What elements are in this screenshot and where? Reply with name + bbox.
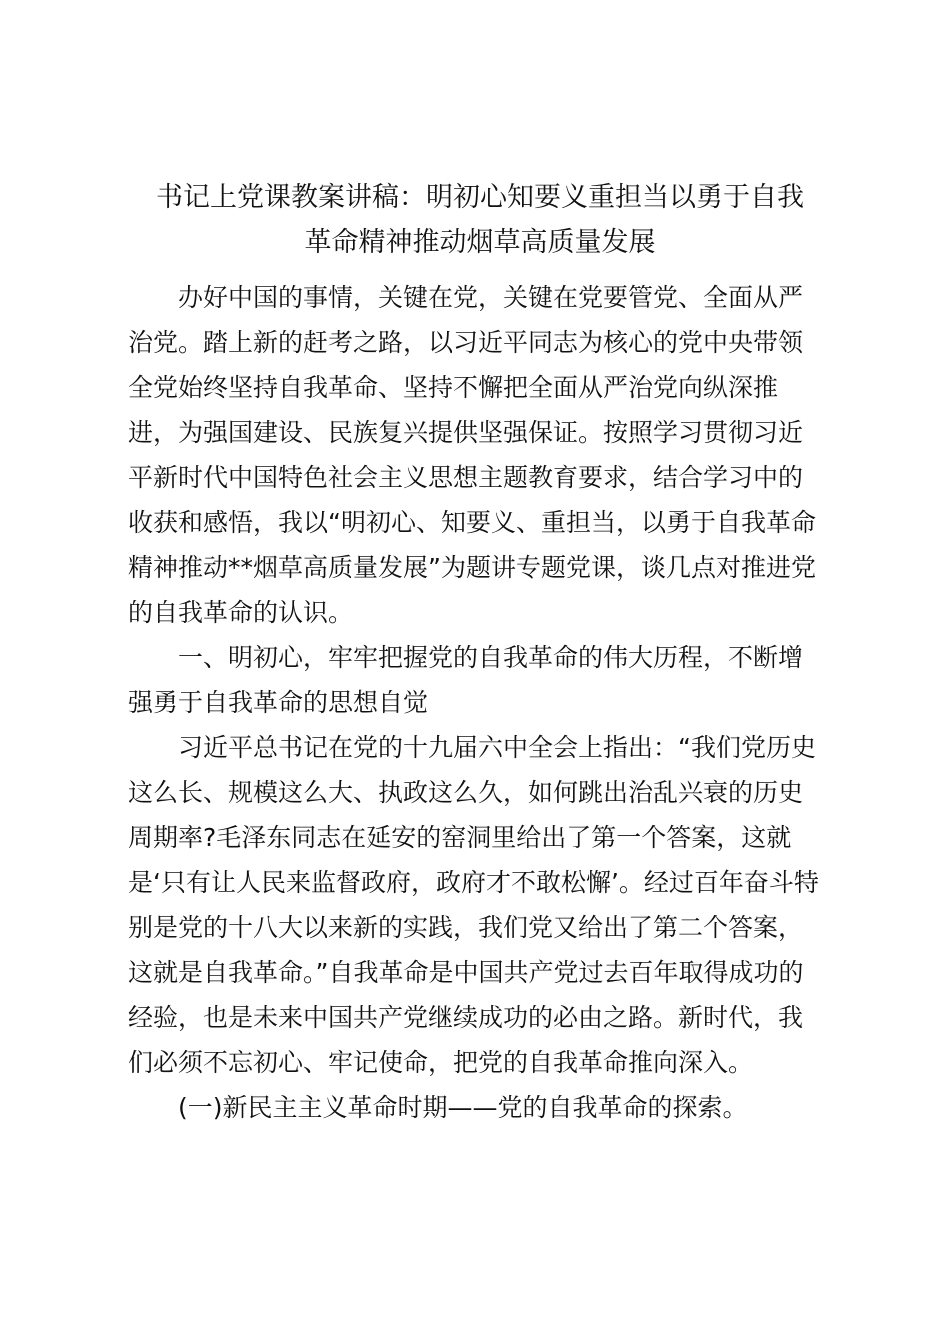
text-line: 周期率?毛泽东同志在延安的窑洞里给出了第一个答案，这就 <box>128 823 792 852</box>
document-title <box>128 175 832 265</box>
text-line: 经验，也是未来中国共产党继续成功的必由之路。新时代，我 <box>128 1003 804 1032</box>
section-heading <box>128 635 832 725</box>
text-line: 平新时代中国特色社会主义思想主题教育要求，结合学习中的 <box>128 463 804 492</box>
text-line: 这就是自我革命。”自我革命是中国共产党过去百年取得成功的 <box>128 958 804 987</box>
text-line: 办好中国的事情，关键在党，关键在党要管党、全面从严 <box>178 283 804 312</box>
text-line: 全党始终坚持自我革命、坚持不懈把全面从严治党向纵深推 <box>128 373 779 402</box>
text-line: (一)新民主主义革命时期——党的自我革命的探索。 <box>178 1093 748 1122</box>
text-line: 进，为强国建设、民族复兴提供坚强保证。按照学习贯彻习近 <box>128 418 804 447</box>
text-line: 收获和感悟，我以“明初心、知要义、重担当，以勇于自我革命 <box>128 508 816 537</box>
document-page <box>128 175 832 1130</box>
text-line: 精神推动**烟草高质量发展”为题讲专题党课，谈几点对推进党 <box>128 553 816 582</box>
title-line: 革命精神推动烟草高质量发展 <box>304 227 656 258</box>
text-line: 别是党的十八大以来新的实践，我们党又给出了第二个答案， <box>128 913 804 942</box>
subsection-heading <box>128 1085 832 1130</box>
text-line: 们必须不忘初心、牢记使命，把党的自我革命推向深入。 <box>128 1048 754 1077</box>
text-line: 治党。踏上新的赶考之路，以习近平同志为核心的党中央带领 <box>128 328 804 357</box>
text-line: 这么长、规模这么大、执政这么久，如何跳出治乱兴衰的历史 <box>128 778 804 807</box>
paragraph-quote <box>128 725 832 1085</box>
paragraph-intro <box>128 275 832 635</box>
text-line: 的自我革命的认识。 <box>128 598 354 627</box>
text-line: 习近平总书记在党的十九届六中全会上指出：“我们党历史 <box>178 733 816 762</box>
title-line: 书记上党课教案讲稿：明初心知要义重担当以勇于自我 <box>156 182 804 213</box>
text-line: 是‘只有让人民来监督政府，政府才不敢松懈’。经过百年奋斗特 <box>128 868 819 897</box>
text-line: 强勇于自我革命的思想自觉 <box>128 688 429 717</box>
text-line: 一、明初心，牢牢把握党的自我革命的伟大历程，不断增 <box>178 643 804 672</box>
